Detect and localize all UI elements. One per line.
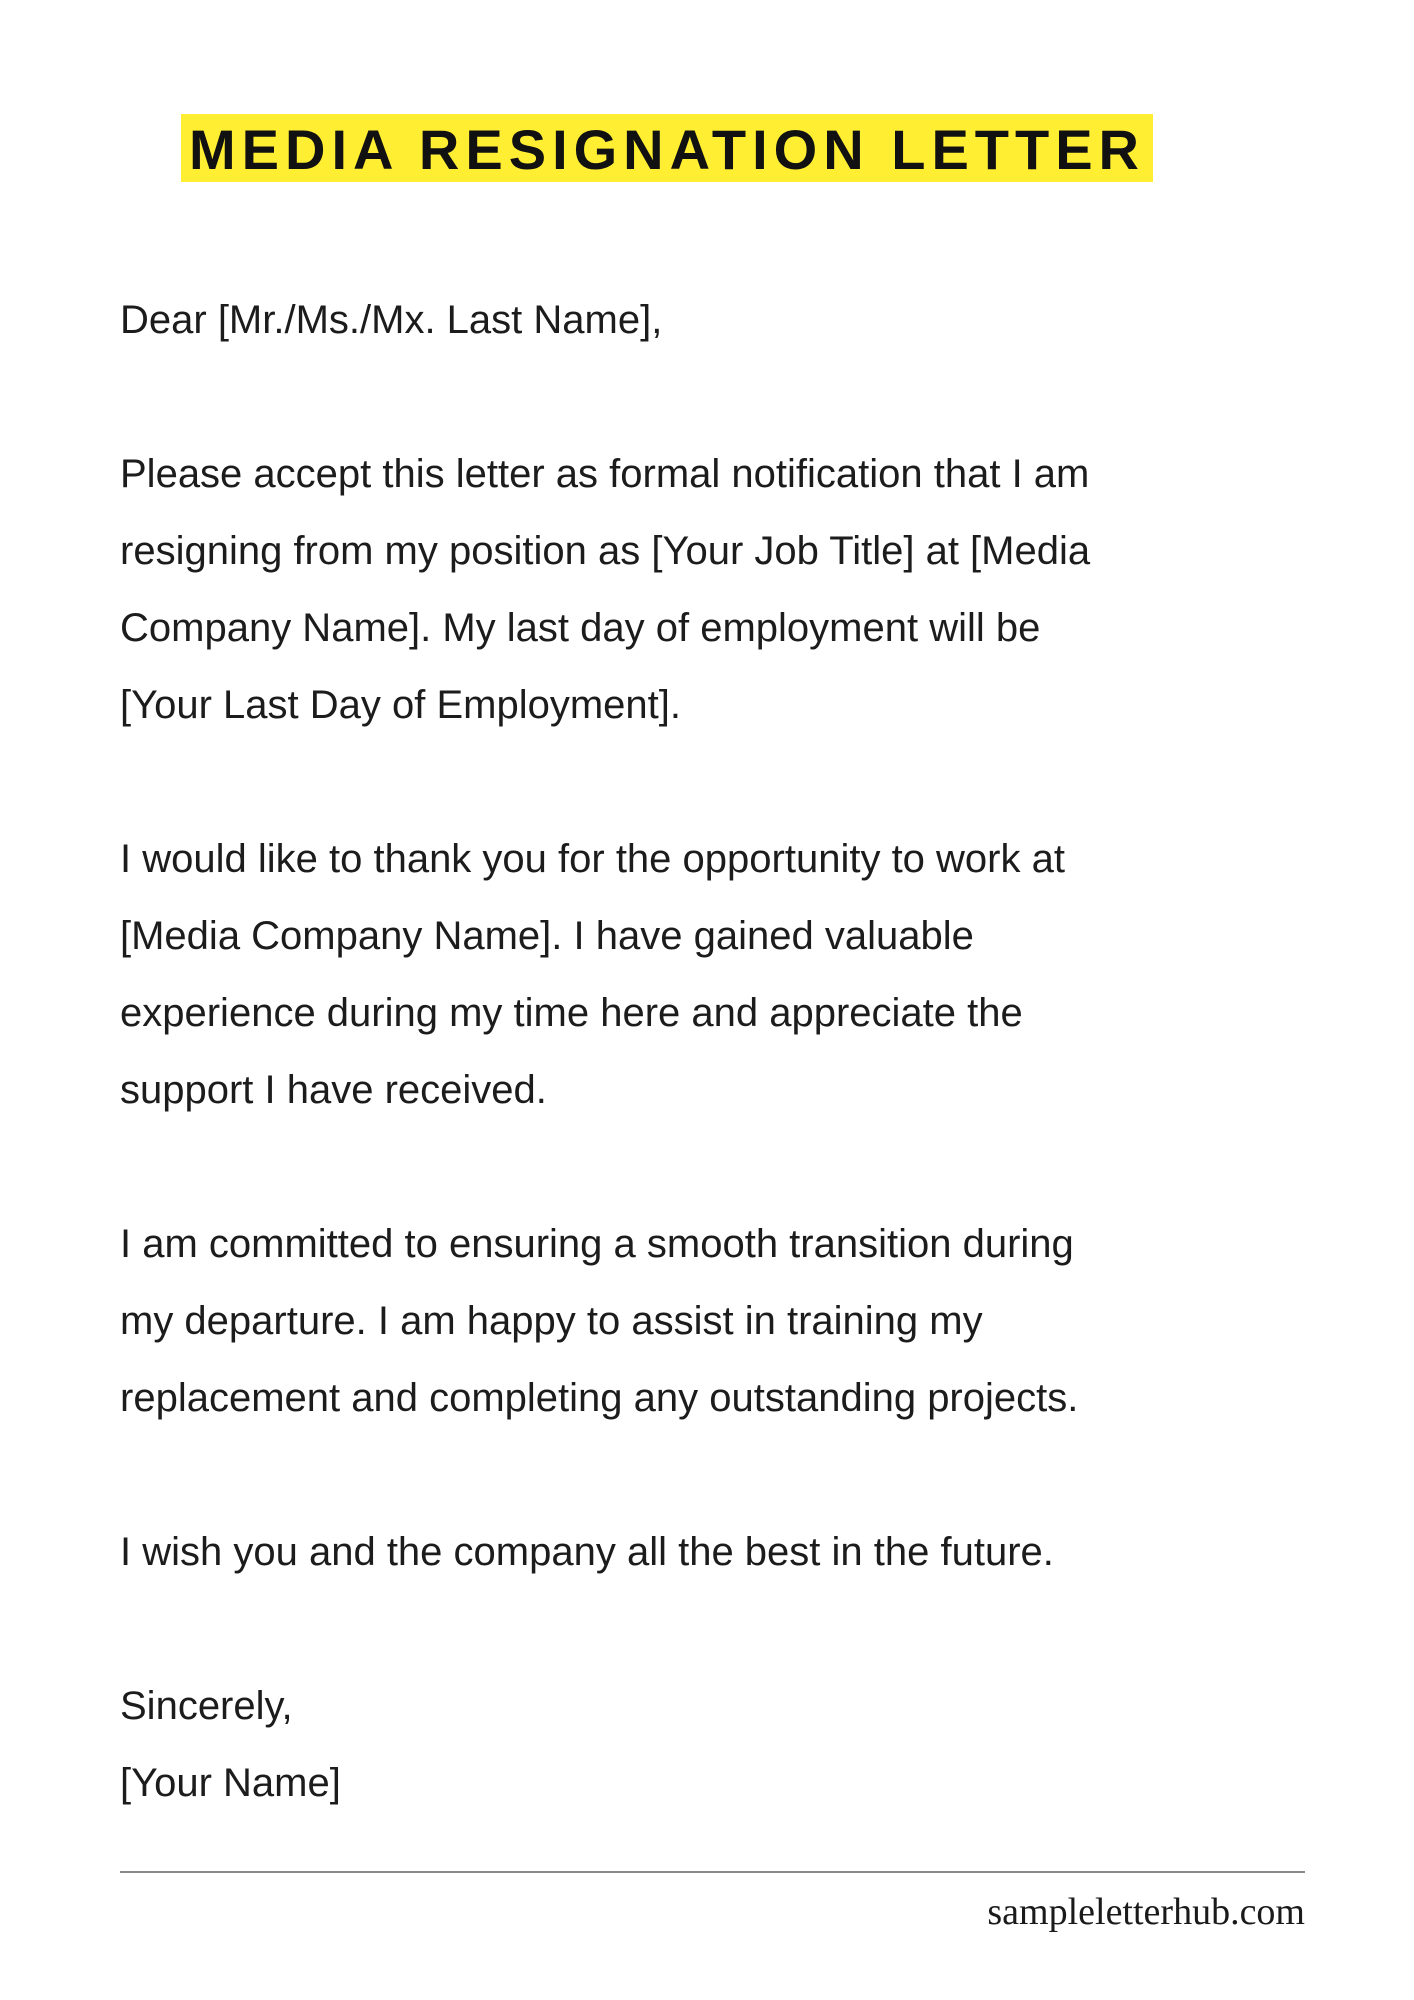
paragraph-gap — [120, 1437, 1340, 1514]
paragraph-gap — [120, 359, 1340, 436]
paragraph-line: [Media Company Name]. I have gained valuable — [120, 914, 974, 958]
title-container — [181, 114, 1181, 182]
paragraph-line: [Your Last Day of Employment]. — [120, 683, 682, 727]
closing: Sincerely, — [120, 1684, 293, 1728]
paragraph-line: my departure. I am happy to assist in training my — [120, 1299, 983, 1343]
paragraph-gap — [120, 744, 1340, 821]
signature-placeholder: [Your Name] — [120, 1761, 341, 1805]
paragraph-line: support I have received. — [120, 1068, 547, 1112]
page-title: MEDIA RESIGNATION LETTER — [181, 114, 1153, 182]
paragraph-1 — [120, 436, 1340, 744]
paragraph-line: resigning from my position as [Your Job Title] at [Media — [120, 529, 1091, 573]
paragraph-line: I would like to thank you for the opportunity to work at — [120, 837, 1065, 881]
paragraph-gap — [120, 1591, 1340, 1668]
paragraph-line: replacement and completing any outstanding projects. — [120, 1376, 1079, 1420]
paragraph-line: Company Name]. My last day of employment will be — [120, 606, 1041, 650]
paragraph-2 — [120, 821, 1340, 1129]
paragraph-3 — [120, 1206, 1340, 1437]
paragraph-4 — [120, 1514, 1340, 1591]
footer-divider — [120, 1871, 1305, 1873]
salutation: Dear [Mr./Ms./Mx. Last Name], — [120, 298, 663, 342]
paragraph-line: I am committed to ensuring a smooth transition during — [120, 1222, 1074, 1266]
footer-website: sampleletterhub.com — [987, 1891, 1305, 1933]
paragraph-line: I wish you and the company all the best in the future. — [120, 1530, 1054, 1574]
letter-body — [120, 282, 1340, 1822]
paragraph-line: experience during my time here and appreciate the — [120, 991, 1023, 1035]
paragraph-gap — [120, 1129, 1340, 1206]
paragraph-line: Please accept this letter as formal notification that I am — [120, 452, 1090, 496]
